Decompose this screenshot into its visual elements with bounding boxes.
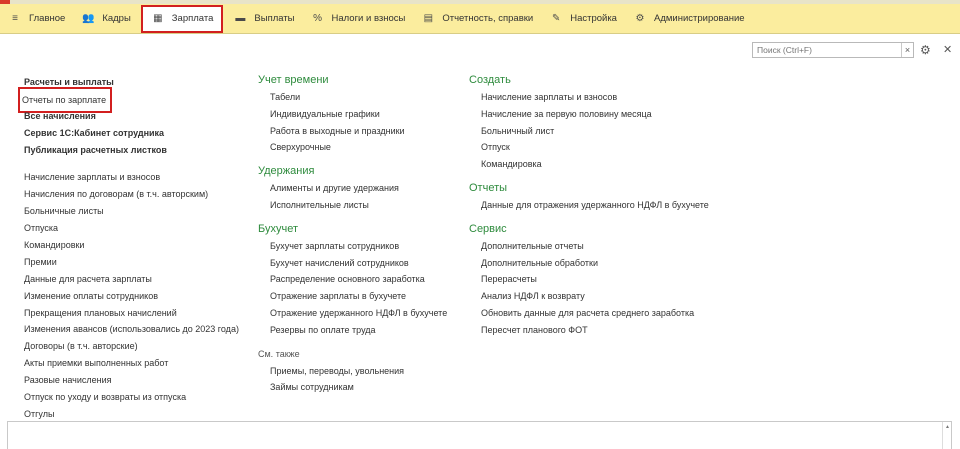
left-nav-row[interactable] [24,91,250,108]
menu-zarplata-label: Зарплата [171,13,214,24]
reports-by-salary-link[interactable]: Отчеты по зарплате [18,87,112,113]
menu-nastroyka[interactable] [541,4,625,34]
group-title: Создать [469,74,511,86]
left-nav-link[interactable]: Отгулы [24,408,55,419]
left-nav-link[interactable]: Данные для расчета зарплаты [24,273,152,284]
spacer [469,339,729,345]
left-nav-link[interactable]: Акты приемки выполненных работ [24,358,169,369]
left-nav-link[interactable]: Начисление зарплаты и взносов [24,172,161,183]
group-link[interactable]: Анализ НДФЛ к возврату [481,291,585,302]
left-nav-link[interactable]: Прекращения плановых начислений [24,307,177,318]
left-nav-link[interactable]: Разовые начисления [24,375,112,386]
group-title: Бухучет [258,222,298,235]
clear-search-icon[interactable]: × [901,43,913,57]
see-also-title: См. также [258,348,300,359]
left-nav-link[interactable]: Все начисления [24,110,96,121]
group-link[interactable]: Дополнительные обработки [481,257,598,268]
group-link[interactable]: Данные для отражения удержанного НДФЛ в бухучете [481,199,709,210]
menu-vyplaty-label: Выплаты [254,13,295,24]
menu-admin-label: Администрирование [653,13,745,24]
group-link[interactable]: Резервы по оплате труда [270,324,376,335]
left-nav-link[interactable]: Договоры (в т.ч. авторские) [24,341,138,352]
left-nav-link[interactable]: Отпуска [24,223,59,234]
group-link[interactable]: Начисление зарплаты и взносов [481,92,618,102]
menu-admin[interactable] [625,4,753,34]
left-nav-link[interactable]: Расчеты и выплаты [24,77,114,87]
people-icon: 👥 [82,13,95,24]
left-nav-link[interactable]: Изменения авансов (использовались до 2023 года) [24,324,239,335]
middle-column [258,71,468,396]
hamburger-icon: ≡ [12,13,18,24]
left-nav-link[interactable]: Больничные листы [24,206,104,217]
left-nav-link[interactable]: Изменение оплаты сотрудников [24,290,159,301]
left-nav-link[interactable]: Сервис 1С:Кабинет сотрудника [24,127,165,138]
group-link[interactable]: Сверхурочные [270,142,331,153]
group-link[interactable]: Табели [270,92,301,102]
left-nav-link[interactable]: Начисления по договорам (в т.ч. авторским) [24,189,209,200]
right-column [469,71,729,345]
group-link[interactable]: Отражение удержанного НДФЛ в бухучете [270,307,448,318]
menu-nalogi[interactable] [303,4,414,34]
menu-otchetnost-label: Отчетность, справки [442,13,534,24]
group-link[interactable]: Начисление за первую половину месяца [481,108,652,119]
scroll-up-icon[interactable]: ▲ [945,424,950,430]
menu-glavnoe-label: Главное [29,13,66,24]
menu-glavnoe[interactable] [0,4,73,34]
group-link[interactable]: Бухучет начислений сотрудников [270,257,409,268]
see-also-link[interactable]: Приемы, переводы, увольнения [270,365,405,376]
left-nav-link[interactable]: Командировки [24,240,85,251]
wallet-icon: ▬ [235,13,246,24]
group-link[interactable]: Дополнительные отчеты [481,240,584,251]
vertical-scrollbar[interactable] [942,422,951,449]
menu-otchetnost[interactable] [413,4,541,34]
menu-nastroyka-label: Настройка [570,13,617,24]
group-link[interactable]: Отпуск [481,142,510,153]
percent-icon: % [313,13,322,24]
menu-nalogi-label: Налоги и взносы [331,13,406,24]
group-link[interactable]: Алименты и другие удержания [270,183,399,194]
group-link[interactable]: Исполнительные листы [270,199,369,210]
search-box [752,42,914,58]
group-link[interactable]: Отражение зарплаты в бухучете [270,291,406,302]
gear-icon: ⚙ [635,13,645,24]
left-nav-link[interactable]: Премии [24,256,57,267]
group-link[interactable]: Перерасчеты [481,274,537,285]
group-link[interactable]: Больничный лист [481,125,555,136]
documents-icon: ▤ [423,13,434,24]
menu-kadry-label: Кадры [102,13,131,24]
group-title: Удержания [258,165,315,178]
bottom-panel [7,421,952,449]
group-link[interactable]: Командировка [481,159,542,170]
left-column [24,74,250,423]
spacer [24,158,250,169]
group-title: Сервис [469,222,507,235]
search-input[interactable] [753,43,901,57]
menu-kadry[interactable] [73,4,138,34]
left-nav-link[interactable]: Публикация расчетных листков [24,144,167,155]
close-icon[interactable]: ✕ [943,44,953,56]
group-link[interactable]: Работа в выходные и праздники [270,125,405,136]
menu-zarplata[interactable] [141,5,224,33]
wrench-icon: ✎ [552,13,561,24]
group-link[interactable]: Пересчет планового ФОТ [481,324,588,335]
group-title: Отчеты [469,181,508,194]
left-nav-link[interactable]: Отпуск по уходу и возвраты из отпуска [24,392,187,403]
group-link[interactable]: Распределение основного заработка [270,274,425,285]
group-link[interactable]: Индивидуальные графики [270,108,380,119]
toolbar [0,35,960,65]
calculator-icon: ▦ [153,13,163,24]
group-link[interactable]: Обновить данные для расчета среднего заработка [481,307,695,318]
group-link[interactable]: Бухучет зарплаты сотрудников [270,240,400,251]
settings-gear-icon[interactable]: ⚙ [920,43,931,57]
menu-vyplaty[interactable] [225,4,302,34]
sections-menubar [0,4,960,34]
group-title: Учет времени [258,74,329,86]
see-also-link[interactable]: Займы сотрудникам [270,382,354,393]
